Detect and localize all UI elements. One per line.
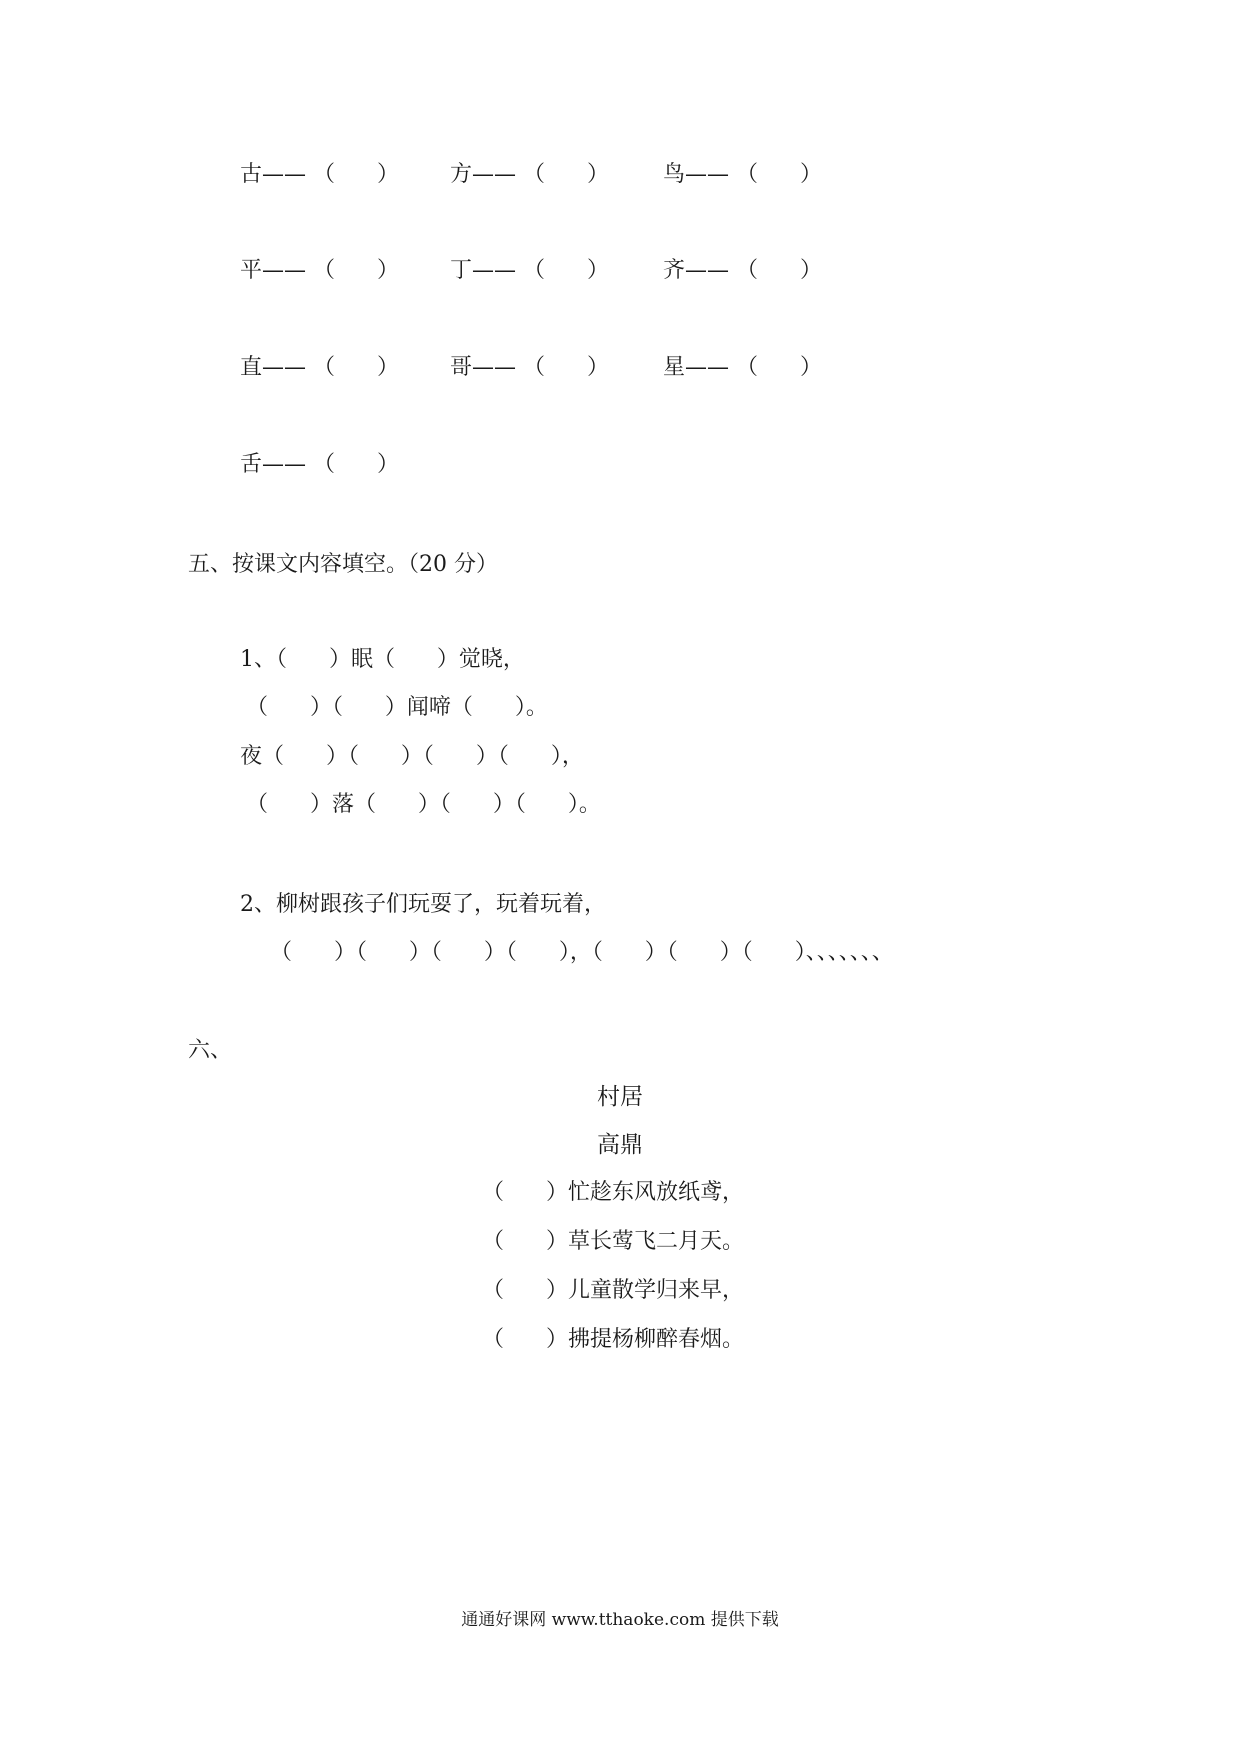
match-item: 鸟—— （ ） [663, 162, 822, 187]
footer-credit: 通通好课网 www.tthaoke.com 提供下载 [461, 1610, 779, 1630]
poem-line: （ ）拂提杨柳醉春烟。 [482, 1327, 744, 1352]
section-heading: 六、 [188, 1038, 233, 1063]
match-item: 古—— （ ） [240, 162, 399, 187]
poem-line: （ ）草长莺飞二月天。 [482, 1229, 744, 1254]
match-item: 齐—— （ ） [663, 258, 822, 283]
fill-line: 夜（ ）（ ）（ ）（ ）， [240, 744, 584, 769]
poem-line: （ ）儿童散学归来早， [482, 1278, 744, 1303]
match-item: 丁—— （ ） [450, 258, 609, 283]
match-item: 舌—— （ ） [240, 452, 399, 477]
section-heading: 五、按课文内容填空。（20 分） [188, 552, 498, 577]
match-item: 直—— （ ） [240, 355, 399, 380]
fill-line: （ ）（ ）（ ）（ ），（ ）（ ）（ ）、、、、、、、 [270, 940, 894, 965]
poem-line: （ ）忙趁东风放纸鸢， [482, 1180, 744, 1205]
fill-line: 1、（ ）眠（ ）觉晓， [240, 647, 525, 672]
poem-author: 高鼎 [597, 1132, 643, 1158]
fill-line: 2、柳树跟孩子们玩耍了，玩着玩着， [240, 892, 606, 917]
match-item: 哥—— （ ） [450, 355, 609, 380]
fill-line: （ ）（ ）闻啼（ ）。 [246, 695, 548, 720]
match-item: 平—— （ ） [240, 258, 399, 283]
match-item: 方—— （ ） [450, 162, 609, 187]
poem-title: 村居 [597, 1084, 643, 1110]
fill-line: （ ）落（ ）（ ）（ ）。 [246, 792, 601, 817]
match-item: 星—— （ ） [663, 355, 822, 380]
